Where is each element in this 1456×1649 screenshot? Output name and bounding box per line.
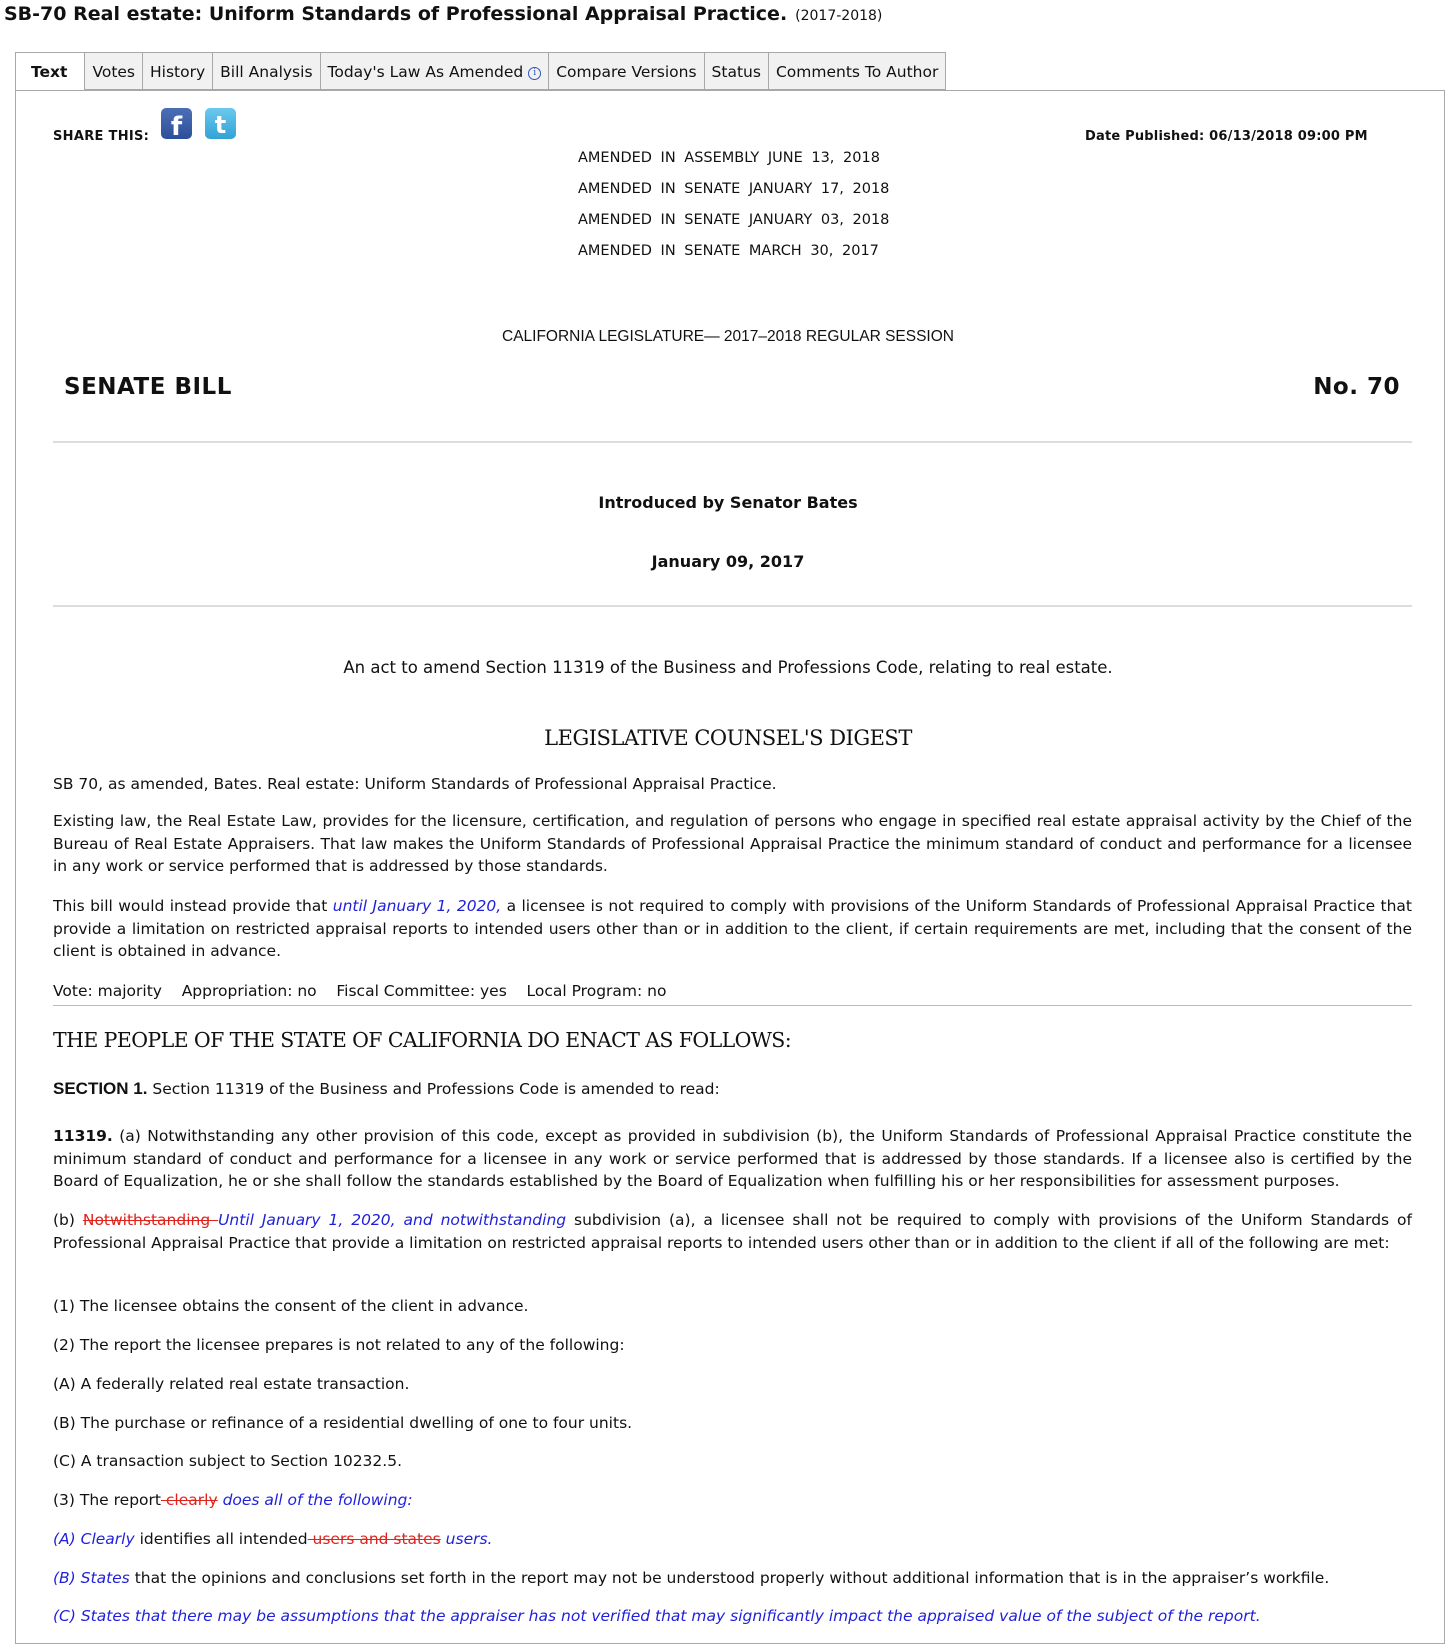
appropriation: Appropriation: no: [181, 982, 317, 1000]
text-run: (a) Notwithstanding any other provision of this code, except as provided in subdivision (b), the Uniform Standards of Professional Appraisal Practice constitute the minimum standard of conduct and performance for a licensee in any work or service performed that is addressed by those standards. If a licensee also is certified by the Board of Equalization, he or she shall follow the standards established by the Board of Equalization when fulfilling his or her responsibilities for assessment purposes.: [53, 1127, 1412, 1191]
twitter-icon[interactable]: t: [205, 108, 236, 139]
digest-title: LEGISLATIVE COUNSEL'S DIGEST: [544, 726, 912, 750]
vote: Vote: majority: [53, 982, 162, 1000]
code-paragraph: (B) The purchase or refinance of a residential dwelling of one to four units.: [53, 1414, 633, 1432]
fiscal-committee: Fiscal Committee: yes: [336, 982, 507, 1000]
code-paragraph: (A) A federally related real estate transaction.: [53, 1375, 410, 1393]
code-paragraph: [53, 1489, 1412, 1512]
divider: [53, 605, 1412, 607]
code-paragraph: (1) The licensee obtains the consent of the client in advance.: [53, 1297, 529, 1315]
amendment-line: AMENDED IN SENATE JANUARY 03, 2018: [578, 212, 890, 228]
text-run: subdivision (a), a licensee shall not be required to comply with provisions of the Uniform Standards of Professional Appraisal Practice that provide a limitation on restricted appraisal reports to intended users other than or in addition to the client if all of the following are met:: [53, 1211, 1412, 1252]
info-icon[interactable]: i: [528, 67, 541, 80]
amendment-history: [578, 150, 889, 274]
inserted-text: users.: [440, 1530, 493, 1548]
tab-todays-law-label: Today's Law As Amended: [327, 63, 524, 81]
text-run: (3) The report: [53, 1491, 161, 1509]
code-subdivision-b: [53, 1209, 1412, 1254]
text-run: (b): [53, 1211, 83, 1229]
date-published: Date Published: 06/13/2018 09:00 PM: [1085, 129, 1368, 144]
act-title: An act to amend Section 11319 of the Business and Professions Code, relating to real estate.: [343, 658, 1113, 677]
section-1: [53, 1078, 1412, 1101]
vote-line: [53, 980, 1412, 1003]
deleted-text: users and states: [307, 1530, 441, 1548]
inserted-text: does all of the following:: [217, 1491, 413, 1509]
bill-type: SENATE BILL: [64, 374, 232, 400]
tab-todays-law-as-amended[interactable]: [321, 52, 550, 90]
deleted-text: clearly: [160, 1491, 218, 1509]
divider: [53, 1005, 1412, 1006]
inserted-text: Until January 1, 2020, and notwithstanding: [218, 1211, 567, 1229]
bill-title-text: SB-70 Real estate: Uniform Standards of Professional Appraisal Practice.: [4, 3, 788, 25]
inserted-text: (C) States that there may be assumptions that the appraiser has not verified that may significantly impact the appraised value of the subject of the report.: [53, 1607, 1261, 1625]
bill-number: No. 70: [1313, 374, 1400, 400]
session-years: (2017-2018): [795, 8, 883, 24]
share-label: SHARE THIS:: [53, 129, 150, 144]
tab-text[interactable]: Text: [15, 52, 85, 91]
inserted-text: (A) Clearly: [53, 1530, 135, 1548]
digest-existing-law: Existing law, the Real Estate Law, provides for the licensure, certification, and regulation of persons who engage in specified real estate appraisal activity by the Chief of the Bureau of Real Estate Appraisers. That law makes the Uniform Standards of Professional Appraisal Practice the minimum standard of conduct and performance for a licensee in any work or service performed that is addressed by those standards.: [53, 812, 1412, 876]
text-run: a licensee is not required to comply with provisions of the Uniform Standards of Professional Appraisal Practice that provide a limitation on restricted appraisal reports to intended users other than or in addition to the client, if certain requirements are met, including that the consent of the client is obtained in advance.: [53, 897, 1413, 961]
tab-compare-versions[interactable]: Compare Versions: [549, 52, 704, 90]
text-run: identifies all intended: [134, 1530, 308, 1548]
divider: [53, 441, 1412, 443]
legislature-session: CALIFORNIA LEGISLATURE— 2017–2018 REGULAR SESSION: [502, 328, 954, 345]
digest-summary: SB 70, as amended, Bates. Real estate: Uniform Standards of Professional Appraisal Practice.: [53, 775, 777, 793]
code-paragraph: [53, 1528, 1412, 1551]
amendment-line: AMENDED IN SENATE JANUARY 17, 2018: [578, 181, 890, 197]
introduced-by: Introduced by Senator Bates: [598, 493, 858, 512]
inserted-text: (B) States: [53, 1569, 130, 1587]
code-paragraph: (2) The report the licensee prepares is not related to any of the following:: [53, 1336, 625, 1354]
code-paragraph: (C) A transaction subject to Section 10232.5.: [53, 1452, 402, 1470]
facebook-icon[interactable]: f: [161, 108, 192, 139]
enacting-clause: THE PEOPLE OF THE STATE OF CALIFORNIA DO ENACT AS FOLLOWS:: [53, 1028, 792, 1052]
tab-comments-to-author[interactable]: Comments To Author: [769, 52, 946, 90]
amendment-line: AMENDED IN ASSEMBLY JUNE 13, 2018: [578, 150, 880, 166]
amendment-line: AMENDED IN SENATE MARCH 30, 2017: [578, 243, 879, 259]
introduced-date: January 09, 2017: [651, 552, 805, 571]
tab-history[interactable]: History: [143, 52, 213, 90]
deleted-text: Notwithstanding: [82, 1211, 219, 1229]
code-section-number: 11319.: [53, 1127, 113, 1145]
tab-bill-analysis[interactable]: Bill Analysis: [213, 52, 320, 90]
local-program: Local Program: no: [526, 982, 667, 1000]
code-subdivision-a: [53, 1125, 1412, 1193]
code-paragraph: [53, 1567, 1412, 1590]
text-run: Section 11319 of the Business and Professions Code is amended to read:: [147, 1080, 720, 1098]
tab-votes[interactable]: Votes: [85, 52, 143, 90]
text-run: This bill would instead provide that: [53, 897, 333, 915]
code-paragraph: [53, 1605, 1412, 1628]
tab-bar: [15, 52, 946, 90]
text-run: that the opinions and conclusions set forth in the report may not be understood properly without additional information that is in the appraiser’s workfile.: [129, 1569, 1330, 1587]
bill-title: [4, 3, 882, 25]
section-label: SECTION 1.: [53, 1079, 148, 1098]
inserted-text: until January 1, 2020,: [332, 897, 502, 915]
digest-this-bill: [53, 895, 1412, 963]
tab-status[interactable]: Status: [705, 52, 769, 90]
